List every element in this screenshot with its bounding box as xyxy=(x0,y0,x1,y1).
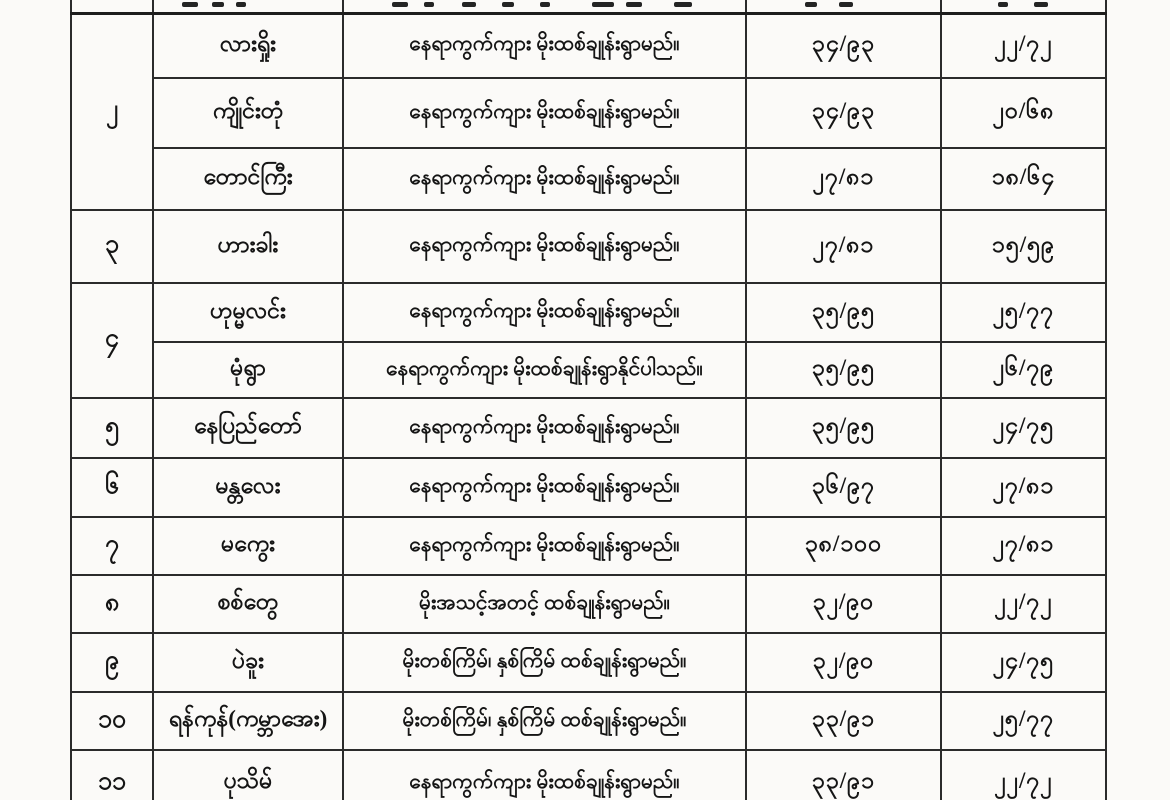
table-row xyxy=(71,283,1106,342)
table-row xyxy=(71,398,1106,458)
row-number-cell: ၆ xyxy=(71,458,153,517)
row-number-cell: ၃ xyxy=(71,210,153,283)
table-row-clipped-top xyxy=(71,0,1106,13)
table-row xyxy=(71,78,1106,148)
clipped-glyph-fragment xyxy=(502,2,514,7)
clipped-glyph-fragment xyxy=(236,2,246,7)
table-row xyxy=(71,575,1106,633)
city-cell: တောင်ကြီး xyxy=(153,148,343,210)
table-row xyxy=(71,517,1106,575)
clipped-glyph-fragment xyxy=(1034,2,1048,7)
row-number-cell: ၇ xyxy=(71,517,153,575)
forecast-cell: နေရာကွက်ကျား မိုးထစ်ချုန်းရွာမည်။ xyxy=(343,283,746,342)
city-cell: လားရှိုး xyxy=(153,13,343,78)
table-row xyxy=(71,13,1106,78)
city-cell: ဟုမ္မလင်း xyxy=(153,283,343,342)
clipped-glyph-fragment xyxy=(998,2,1008,7)
max-temp-cell: ၃၅/၉၅ xyxy=(746,398,941,458)
forecast-cell: နေရာကွက်ကျား မိုးထစ်ချုန်းရွာမည်။ xyxy=(343,78,746,148)
forecast-cell: နေရာကွက်ကျား မိုးထစ်ချုန်းရွာမည်။ xyxy=(343,517,746,575)
table-row xyxy=(71,633,1106,692)
forecast-cell: နေရာကွက်ကျား မိုးထစ်ချုန်းရွာမည်။ xyxy=(343,13,746,78)
city-cell: နေပြည်တော် xyxy=(153,398,343,458)
city-cell: စစ်တွေ xyxy=(153,575,343,633)
forecast-cell: နေရာကွက်ကျား မိုးထစ်ချုန်းရွာနိုင်ပါသည်။ xyxy=(343,342,746,398)
clipped-glyph-fragment xyxy=(592,2,614,7)
forecast-cell: မိုးတစ်ကြိမ်၊ နှစ်ကြိမ် ထစ်ချုန်းရွာမည်။ xyxy=(343,692,746,750)
clipped-glyph-fragment xyxy=(462,2,476,7)
forecast-cell: မိုးတစ်ကြိမ်၊ နှစ်ကြိမ် ထစ်ချုန်းရွာမည်။ xyxy=(343,633,746,692)
clipped-glyph-fragment xyxy=(424,2,434,7)
max-temp-cell: ၂၇/၈၁ xyxy=(746,210,941,283)
table-row xyxy=(71,148,1106,210)
forecast-cell: နေရာကွက်ကျား မိုးထစ်ချုန်းရွာမည်။ xyxy=(343,458,746,517)
row-number-cell xyxy=(71,0,153,13)
min-temp-cell: ၂၀/၆၈ xyxy=(941,78,1106,148)
table-row xyxy=(71,692,1106,750)
max-temp-cell: ၃၅/၉၅ xyxy=(746,283,941,342)
max-temp-cell: ၃၃/၉၁ xyxy=(746,750,941,800)
min-temp-cell: ၂၂/၇၂ xyxy=(941,750,1106,800)
max-temp-cell: ၃၆/၉၇ xyxy=(746,458,941,517)
table-row xyxy=(71,458,1106,517)
min-temp-cell: ၂၆/၇၉ xyxy=(941,342,1106,398)
row-number-cell: ၁၀ xyxy=(71,692,153,750)
min-temp-cell: ၁၈/၆၄ xyxy=(941,148,1106,210)
row-number-cell: ၁၁ xyxy=(71,750,153,800)
min-temp-cell: ၂၄/၇၅ xyxy=(941,398,1106,458)
clipped-glyph-fragment xyxy=(212,2,224,7)
row-number-cell: ၈ xyxy=(71,575,153,633)
city-cell: ကျိုင်းတုံ xyxy=(153,78,343,148)
city-cell: မန္တလေး xyxy=(153,458,343,517)
city-cell: ရန်ကုန်(ကမ္ဘာအေး) xyxy=(153,692,343,750)
clipped-glyph-fragment xyxy=(392,2,408,7)
forecast-cell: နေရာကွက်ကျား မိုးထစ်ချုန်းရွာမည်။ xyxy=(343,750,746,800)
city-cell: ပုသိမ် xyxy=(153,750,343,800)
max-temp-cell: ၃၄/၉၃ xyxy=(746,13,941,78)
clipped-glyph-fragment xyxy=(182,2,198,7)
row-number-cell: ၄ xyxy=(71,283,153,398)
clipped-glyph-fragment xyxy=(626,2,642,7)
city-cell: ဟားခါး xyxy=(153,210,343,283)
min-temp-cell: ၂၂/၇၂ xyxy=(941,575,1106,633)
city-cell: မုံရွာ xyxy=(153,342,343,398)
forecast-cell: နေရာကွက်ကျား မိုးထစ်ချုန်းရွာမည်။ xyxy=(343,398,746,458)
min-temp-cell: ၂၅/၇၇ xyxy=(941,692,1106,750)
row-number-cell: ၉ xyxy=(71,633,153,692)
clipped-glyph-fragment xyxy=(540,2,550,7)
city-cell xyxy=(153,0,343,13)
max-temp-cell: ၃၂/၉၀ xyxy=(746,633,941,692)
row-number-cell: ၂ xyxy=(71,13,153,210)
min-temp-cell: ၂၄/၇၅ xyxy=(941,633,1106,692)
max-temp-cell: ၃၃/၉၁ xyxy=(746,692,941,750)
min-temp-cell xyxy=(941,0,1106,13)
table-row xyxy=(71,342,1106,398)
clipped-glyph-fragment xyxy=(805,2,817,7)
table-row xyxy=(71,750,1106,800)
table-row xyxy=(71,210,1106,283)
forecast-cell xyxy=(343,0,746,13)
max-temp-cell: ၂၇/၈၁ xyxy=(746,148,941,210)
city-cell: မကွေး xyxy=(153,517,343,575)
city-cell: ပဲခူး xyxy=(153,633,343,692)
weather-table xyxy=(70,0,1107,800)
min-temp-cell: ၂၂/၇၂ xyxy=(941,13,1106,78)
forecast-cell: နေရာကွက်ကျား မိုးထစ်ချုန်းရွာမည်။ xyxy=(343,210,746,283)
max-temp-cell xyxy=(746,0,941,13)
max-temp-cell: ၃၂/၉၀ xyxy=(746,575,941,633)
min-temp-cell: ၂၇/၈၁ xyxy=(941,517,1106,575)
max-temp-cell: ၃၅/၉၅ xyxy=(746,342,941,398)
min-temp-cell: ၁၅/၅၉ xyxy=(941,210,1106,283)
clipped-glyph-fragment xyxy=(839,2,853,7)
forecast-cell: နေရာကွက်ကျား မိုးထစ်ချုန်းရွာမည်။ xyxy=(343,148,746,210)
min-temp-cell: ၂၅/၇၇ xyxy=(941,283,1106,342)
max-temp-cell: ၃၈/၁၀၀ xyxy=(746,517,941,575)
row-number-cell: ၅ xyxy=(71,398,153,458)
min-temp-cell: ၂၇/၈၁ xyxy=(941,458,1106,517)
forecast-cell: မိုးအသင့်အတင့် ထစ်ချုန်းရွာမည်။ xyxy=(343,575,746,633)
max-temp-cell: ၃၄/၉၃ xyxy=(746,78,941,148)
clipped-glyph-fragment xyxy=(674,2,692,7)
